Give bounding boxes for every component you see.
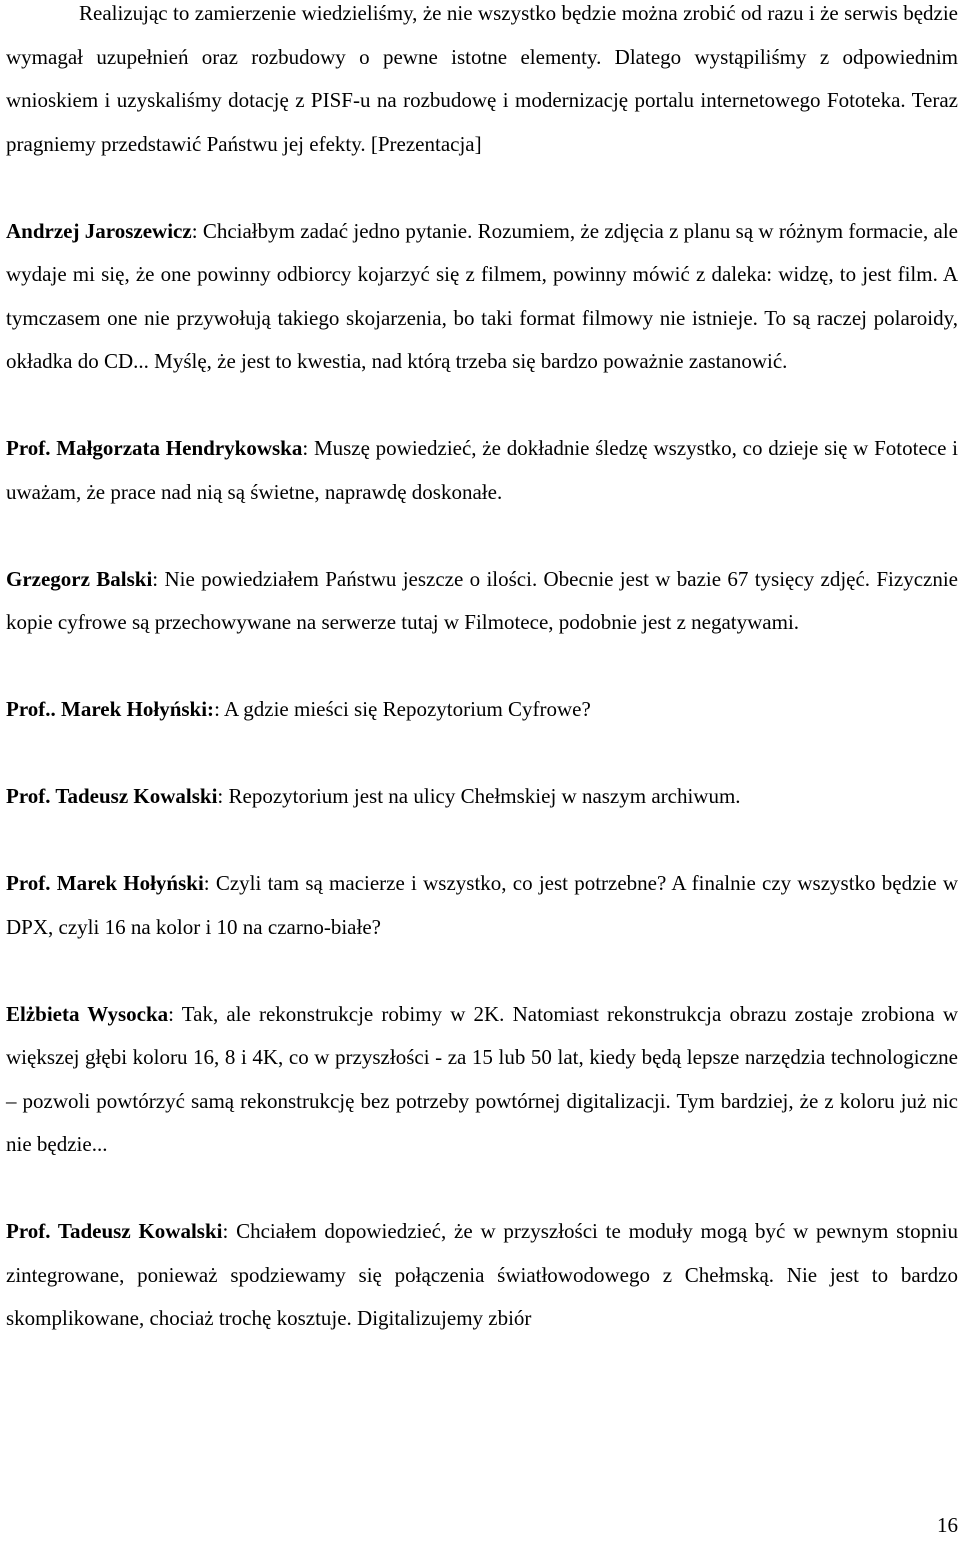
speaker-name: Prof. Tadeusz Kowalski [6,1219,223,1243]
paragraph-text: Chciałem dopowiedzieć, że w przyszłości te moduły mogą być w pewnym stopniu zintegrowane, ponieważ spodziewamy się połączenia światłowodowego z Chełmską. Nie jest to bardzo skomplikowane, chociaż trochę kosztuje. Digitalizujemy zbiór [6,1219,958,1330]
paragraph-text: Czyli tam są macierze i wszystko, co jest potrzebne? A finalnie czy wszystko będzie w DPX, czyli 16 na kolor i 10 na czarno-białe? [6,871,958,939]
paragraph-text: Tak, ale rekonstrukcje robimy w 2K. Natomiast rekonstrukcja obrazu zostaje zrobiona w większej głębi koloru 16, 8 i 4K, co w przyszłości - za 15 lub 50 lat, kiedy będą lepsze narzędzia technologiczne – pozwoli powtórzyć samą rekonstrukcję bez potrzeby powtórnej digitalizacji. Tym bardziej, że z koloru już nic nie będzie... [6,1001,958,1156]
page-number: 16 [937,1513,958,1537]
speaker-name: Prof. Marek Hołyński [6,871,204,895]
speech-paragraph-holynski-1 [6,688,958,732]
speaker-separator: : [168,1001,182,1026]
speaker-name: Prof. Tadeusz Kowalski [6,784,218,808]
speaker-name: Prof. Małgorzata Hendrykowska [6,436,303,460]
speaker-separator: : [191,218,203,243]
speaker-name: Andrzej Jaroszewicz [6,218,192,243]
paragraph-text: Nie powiedziałem Państwu jeszcze o ilości. Obecnie jest w bazie 67 tysięcy zdjęć. Fizycznie kopie cyfrowe są przechowywane na serwerze tutaj w Filmotece, podobnie jest z negatywami. [6,566,958,634]
speech-paragraph-kowalski-1 [6,775,958,819]
speech-paragraph-kowalski-2 [6,1210,958,1341]
speaker-separator: : [152,566,165,591]
speech-paragraph-hendrykowska [6,427,958,514]
paragraph-text: Repozytorium jest na ulicy Chełmskiej w naszym archiwum. [228,784,741,808]
speech-paragraph-balski [6,558,958,645]
speaker-name: Elżbieta Wysocka [6,1001,169,1026]
speech-paragraph-wysocka [6,993,958,1167]
paragraph-text: Realizując to zamierzenie wiedzieliśmy, że nie wszystko będzie można zrobić od razu i że serwis będzie wymagał uzupełnień oraz rozbudowy o pewne istotne elementy. Dlatego wystąpiliśmy z odpowiednim wnioskiem i uzyskaliśmy dotację z PISF-u na rozbudowę i modernizację portalu internetowego Fototeka. Teraz pragniemy przedstawić Państwu jej efekty. [Prezentacja] [6,1,958,156]
speaker-separator: : [222,1219,237,1243]
speaker-separator: : [217,784,229,808]
speech-paragraph-jaroszewicz [6,210,958,384]
intro-paragraph [6,0,958,166]
paragraph-text: Chciałbym zadać jedno pytanie. Rozumiem, że zdjęcia z planu są w różnym formacie, ale wydaje mi się, że one powinny odbiorcy kojarzyć się z filmem, powinny mówić z daleka: widzę, to jest film. A tymczasem one nie przywołują takiego skojarzenia, bo taki format filmowy nie istnieje. To są raczej polaroidy, okładka do CD... Myślę, że jest to kwestia, nad którą trzeba się bardzo poważnie zastanowić. [6,218,958,373]
speaker-name: Grzegorz Balski [6,566,153,591]
speaker-name: Prof.. Marek Hołyński: [6,697,215,721]
speaker-separator: : [203,871,216,895]
speaker-separator: : [302,436,314,460]
paragraph-text: Muszę powiedzieć, że dokładnie śledzę wszystko, co dzieje się w Fototece i uważam, że prace nad nią są świetne, naprawdę doskonałe. [6,436,958,504]
speaker-separator: : [214,697,224,721]
paragraph-text: A gdzie mieści się Repozytorium Cyfrowe? [224,697,591,721]
speech-paragraph-holynski-2 [6,862,958,949]
transcript-body [6,0,958,1384]
